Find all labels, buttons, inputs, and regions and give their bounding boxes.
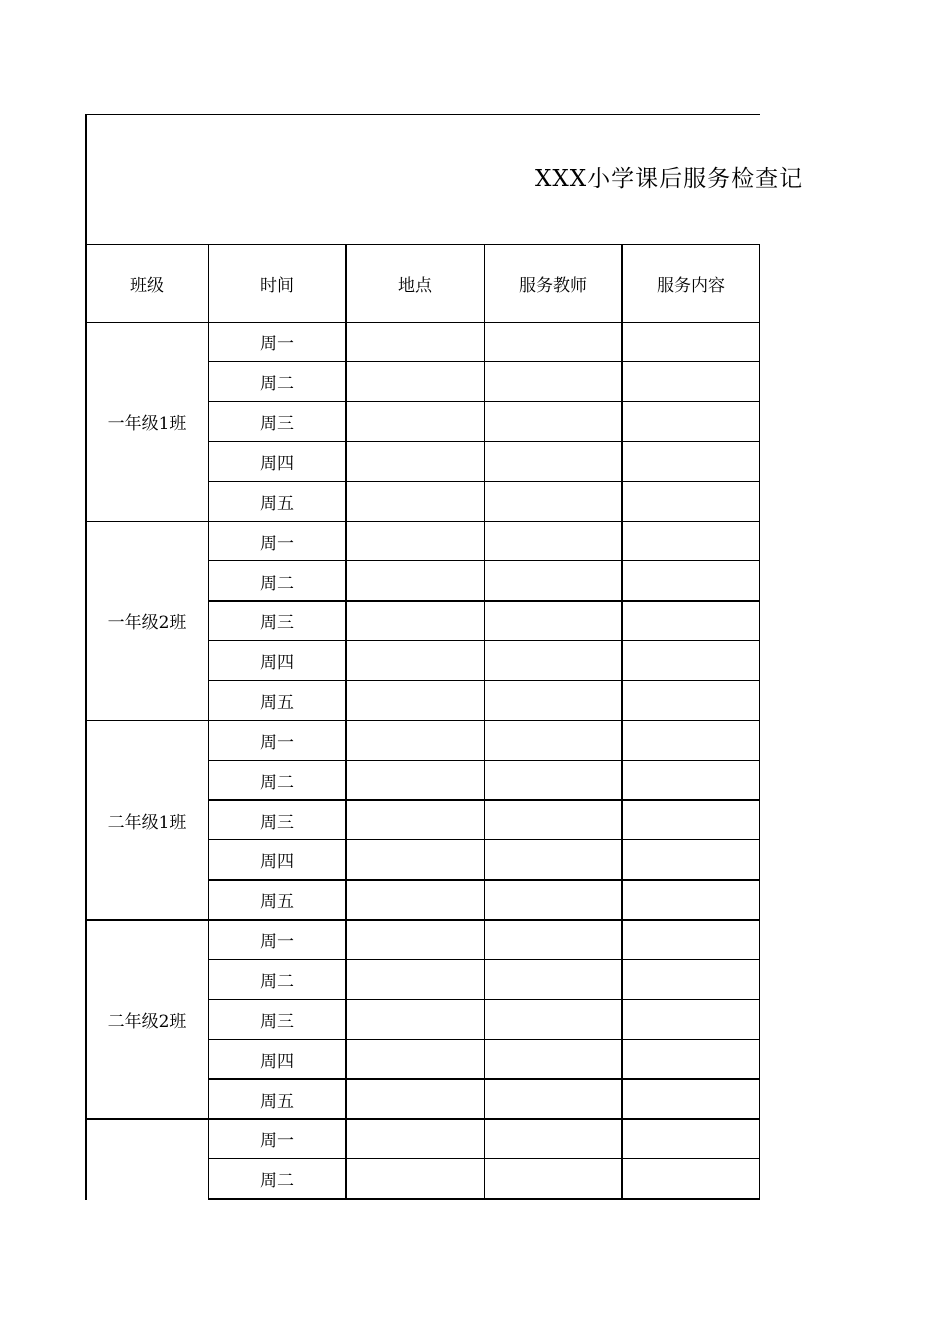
location-cell[interactable] — [346, 641, 484, 681]
content-cell[interactable] — [622, 521, 760, 561]
teacher-cell[interactable] — [484, 721, 622, 761]
location-cell[interactable] — [346, 880, 484, 920]
header-location: 地点 — [346, 244, 484, 323]
weekday-cell: 周四 — [260, 1051, 294, 1072]
weekday-cell: 周二 — [260, 772, 294, 793]
content-cell[interactable] — [622, 442, 760, 482]
weekday-cell: 周二 — [260, 374, 294, 395]
content-cell[interactable] — [622, 800, 760, 840]
teacher-cell[interactable] — [484, 920, 622, 960]
location-cell[interactable] — [346, 960, 484, 1000]
teacher-cell[interactable] — [484, 760, 622, 800]
location-cell[interactable] — [346, 481, 484, 521]
content-cell[interactable] — [622, 1159, 760, 1199]
teacher-cell[interactable] — [484, 840, 622, 880]
location-cell[interactable] — [346, 999, 484, 1039]
teacher-cell[interactable] — [484, 641, 622, 681]
col-divider — [484, 244, 485, 1200]
weekday-cell: 周五 — [260, 493, 294, 514]
content-cell[interactable] — [622, 561, 760, 601]
teacher-cell[interactable] — [484, 442, 622, 482]
location-cell[interactable] — [346, 840, 484, 880]
teacher-cell[interactable] — [484, 561, 622, 601]
teacher-cell[interactable] — [484, 999, 622, 1039]
teacher-cell[interactable] — [484, 601, 622, 641]
weekday-cell: 周二 — [260, 1171, 294, 1192]
location-cell[interactable] — [346, 681, 484, 721]
content-cell[interactable] — [622, 601, 760, 641]
row-divider — [86, 919, 760, 921]
location-cell[interactable] — [346, 1119, 484, 1159]
weekday-cell: 周三 — [260, 613, 294, 634]
class-name-cell: 一年级1班 — [107, 414, 187, 435]
class-name-cell: 二年级2班 — [107, 1011, 187, 1032]
location-cell[interactable] — [346, 721, 484, 761]
row-divider — [208, 1199, 760, 1201]
location-cell[interactable] — [346, 362, 484, 402]
location-cell[interactable] — [346, 1079, 484, 1119]
content-cell[interactable] — [622, 920, 760, 960]
page-title: XXX小学课后服务检查记 — [535, 166, 804, 192]
row-divider — [86, 720, 760, 722]
teacher-cell[interactable] — [484, 1039, 622, 1079]
weekday-cell: 周五 — [260, 892, 294, 913]
col-divider — [345, 244, 347, 1200]
content-cell[interactable] — [622, 999, 760, 1039]
location-cell[interactable] — [346, 760, 484, 800]
content-cell[interactable] — [622, 681, 760, 721]
weekday-cell: 周二 — [260, 972, 294, 993]
col-divider — [208, 244, 209, 1200]
row-divider — [86, 1118, 760, 1120]
weekday-cell: 周一 — [260, 1131, 294, 1152]
teacher-cell[interactable] — [484, 362, 622, 402]
teacher-cell[interactable] — [484, 322, 622, 362]
header-teacher: 服务教师 — [484, 244, 622, 323]
class-name-cell — [86, 1119, 208, 1200]
content-cell[interactable] — [622, 641, 760, 681]
weekday-cell: 周一 — [260, 533, 294, 554]
weekday-cell: 周一 — [260, 932, 294, 953]
location-cell[interactable] — [346, 920, 484, 960]
col-divider — [621, 244, 623, 1200]
teacher-cell[interactable] — [484, 800, 622, 840]
location-cell[interactable] — [346, 601, 484, 641]
content-cell[interactable] — [622, 840, 760, 880]
header-class: 班级 — [86, 244, 208, 323]
header-content: 服务内容 — [622, 244, 760, 323]
location-cell[interactable] — [346, 1159, 484, 1199]
weekday-cell: 周一 — [260, 732, 294, 753]
content-cell[interactable] — [622, 362, 760, 402]
right-border — [759, 244, 760, 1200]
weekday-cell: 周四 — [260, 852, 294, 873]
teacher-cell[interactable] — [484, 960, 622, 1000]
left-border — [85, 114, 87, 1200]
location-cell[interactable] — [346, 402, 484, 442]
location-cell[interactable] — [346, 442, 484, 482]
teacher-cell[interactable] — [484, 402, 622, 442]
location-cell[interactable] — [346, 800, 484, 840]
weekday-cell: 周四 — [260, 453, 294, 474]
teacher-cell[interactable] — [484, 1079, 622, 1119]
content-cell[interactable] — [622, 1119, 760, 1159]
weekday-cell: 周二 — [260, 573, 294, 594]
weekday-cell: 周一 — [260, 334, 294, 355]
weekday-cell: 周五 — [260, 1091, 294, 1112]
content-cell[interactable] — [622, 402, 760, 442]
weekday-cell: 周三 — [260, 414, 294, 435]
weekday-cell: 周四 — [260, 653, 294, 674]
content-cell[interactable] — [622, 481, 760, 521]
teacher-cell[interactable] — [484, 521, 622, 561]
location-cell[interactable] — [346, 322, 484, 362]
row-divider — [86, 521, 760, 523]
weekday-cell: 周五 — [260, 693, 294, 714]
teacher-cell[interactable] — [484, 681, 622, 721]
teacher-cell[interactable] — [484, 880, 622, 920]
content-cell[interactable] — [622, 1039, 760, 1079]
teacher-cell[interactable] — [484, 1119, 622, 1159]
class-name-cell: 二年级1班 — [107, 812, 187, 833]
content-cell[interactable] — [622, 760, 760, 800]
header-time: 时间 — [208, 244, 346, 323]
teacher-cell[interactable] — [484, 1159, 622, 1199]
class-name-cell: 一年级2班 — [107, 613, 187, 634]
location-cell[interactable] — [346, 561, 484, 601]
weekday-cell: 周三 — [260, 1011, 294, 1032]
content-cell[interactable] — [622, 322, 760, 362]
location-cell[interactable] — [346, 1039, 484, 1079]
content-cell[interactable] — [622, 960, 760, 1000]
location-cell[interactable] — [346, 521, 484, 561]
weekday-cell: 周三 — [260, 812, 294, 833]
content-cell[interactable] — [622, 1079, 760, 1119]
content-cell[interactable] — [622, 880, 760, 920]
teacher-cell[interactable] — [484, 481, 622, 521]
content-cell[interactable] — [622, 721, 760, 761]
